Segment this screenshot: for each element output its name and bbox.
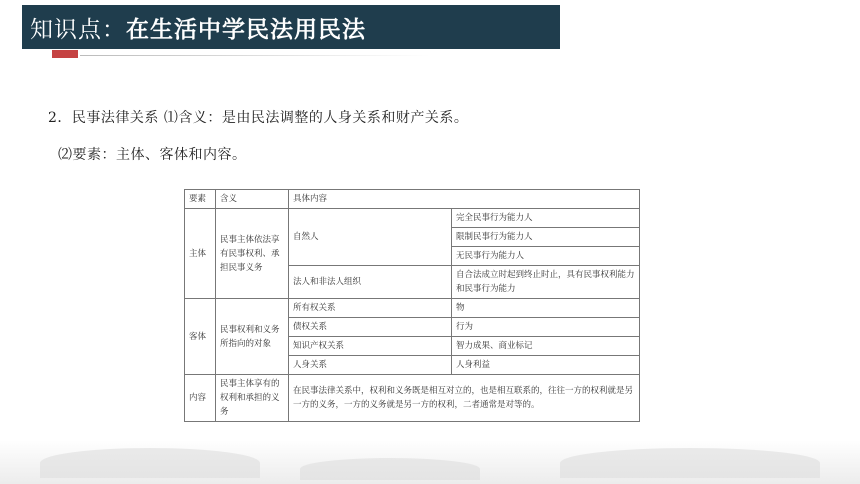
- civil-relation-table: [184, 189, 640, 422]
- content-cell: 物: [452, 299, 640, 318]
- header-cell: 含义: [216, 190, 289, 209]
- divider: [80, 55, 430, 56]
- content-cell: 在民事法律关系中，权利和义务既是相互对立的，也是相互联系的，往往一方的权利就是另一方的义务，一方的义务就是另一方的权利，二者通常是对等的。: [289, 375, 640, 422]
- title-bar: [22, 5, 560, 49]
- element-cell: 内容: [185, 375, 216, 422]
- ink-wash-decoration: [300, 458, 480, 480]
- element-cell: 主体: [185, 209, 216, 299]
- content-cell: 自然人: [289, 209, 452, 266]
- content-cell: 智力成果、商业标记: [452, 337, 640, 356]
- header-cell: 要素: [185, 190, 216, 209]
- content-cell: 完全民事行为能力人: [452, 209, 640, 228]
- table-row: [185, 299, 640, 318]
- logo-strip: [52, 50, 432, 60]
- content-cell: 限制民事行为能力人: [452, 228, 640, 247]
- element-cell: 客体: [185, 299, 216, 375]
- meaning-cell: 民事主体依法享有民事权利、承担民事义务: [216, 209, 289, 299]
- content-cell: 法人和非法人组织: [289, 266, 452, 299]
- title-prefix: 知识点：: [30, 16, 126, 43]
- content-cell: 知识产权关系: [289, 337, 452, 356]
- definition-text: 2．民事法律关系 ⑴含义：是由民法调整的人身关系和财产关系。: [48, 110, 469, 126]
- table-header-row: [185, 190, 640, 209]
- seal-icon: [52, 50, 78, 58]
- meaning-cell: 民事权利和义务所指向的对象: [216, 299, 289, 375]
- content-cell: 自合法成立时起到终止时止，具有民事权利能力和民事行为能力: [452, 266, 640, 299]
- content-cell: 所有权关系: [289, 299, 452, 318]
- content-cell: 行为: [452, 318, 640, 337]
- content-cell: 人身利益: [452, 356, 640, 375]
- content-cell: 债权关系: [289, 318, 452, 337]
- table-row: [185, 375, 640, 422]
- page-title: 在生活中学民法用民法: [126, 16, 366, 43]
- table-row: [185, 209, 640, 228]
- content-cell: 人身关系: [289, 356, 452, 375]
- content-cell: 无民事行为能力人: [452, 247, 640, 266]
- meaning-cell: 民事主体享有的权利和承担的义务: [216, 375, 289, 422]
- elements-text: ⑵要素：主体、客体和内容。: [58, 147, 247, 163]
- ink-wash-decoration: [40, 448, 260, 478]
- header-cell: 具体内容: [289, 190, 640, 209]
- ink-wash-decoration: [560, 448, 820, 478]
